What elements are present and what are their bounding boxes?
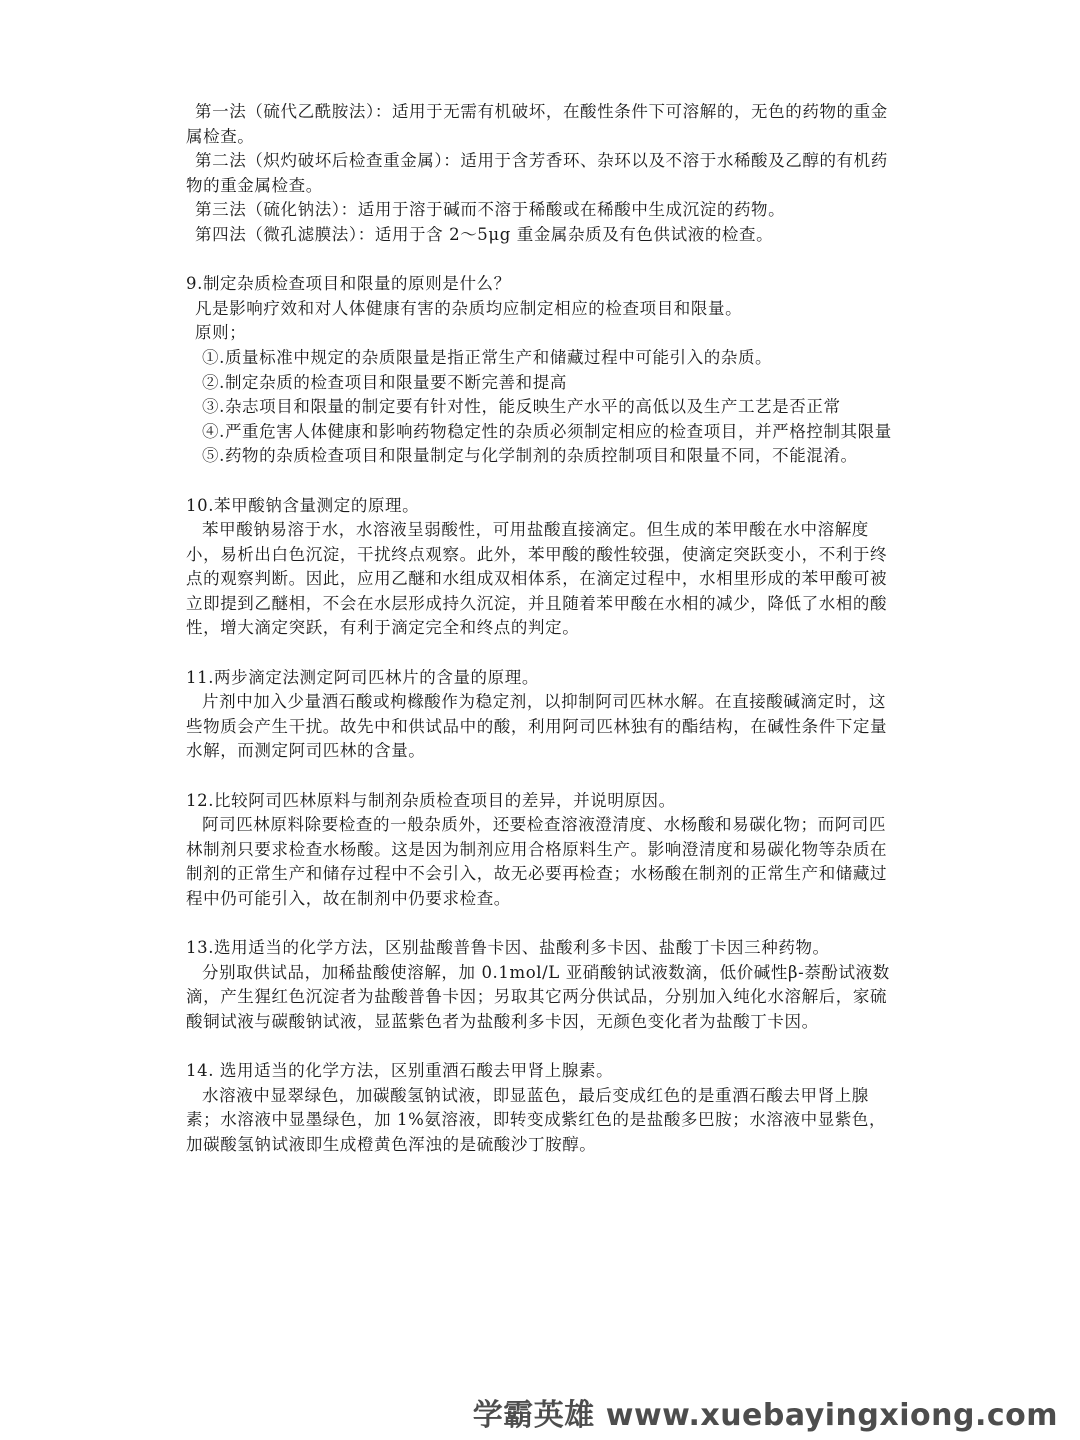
method-2-text: 第二法（炽灼破坏后检查重金属）：适用于含芳香环、杂环以及不溶于水稀酸及乙醇的有机药物的重金属检查。 [186, 151, 888, 195]
method-3-text: 第三法（硫化钠法）：适用于溶于碱而不溶于稀酸或在稀酸中生成沉淀的药物。 [195, 200, 786, 220]
q9-label: 原则； [195, 323, 247, 343]
document-body [186, 100, 896, 1158]
q10-body: 苯甲酸钠易溶于水，水溶液呈弱酸性，可用盐酸直接滴定。但生成的苯甲酸在水中溶解度小，易析出白色沉淀，干扰终点观察。此外，苯甲酸的酸性较强，使滴定突跃变小，不利于终点的观察判断。因此，应用乙醚和水组成双相体系，在滴定过程中，水相里形成的苯甲酸可被立即提到乙醚相，不会在水层形成持久沉淀，并且随着苯甲酸在水相的减少，降低了水相的酸性，增大滴定突跃，有利于滴定完全和终点的判定。 [186, 520, 888, 638]
q14-body: 水溶液中显翠绿色，加碳酸氢钠试液，即显蓝色，最后变成红色的是重酒石酸去甲肾上腺素；水溶液中显墨绿色，加 1%氨溶液，即转变成紫红色的是盐酸多巴胺；水溶液中显紫色，加碳酸氢钠试液即生成橙黄色浑浊的是硫酸沙丁胺醇。 [186, 1085, 887, 1154]
q9-point-3: ③.杂志项目和限量的制定要有针对性，能反映生产水平的高低以及生产工艺是否正常 [202, 397, 841, 417]
q13-body: 分别取供试品，加稀盐酸使溶解，加 0.1mol/L 亚硝酸钠试液数滴，低价碱性β-萘酚试液数滴，产生猩红色沉淀者为盐酸普鲁卡因；另取其它两分供试品，分别加入纯化水溶解后，家硫酸铜试液与碳酸钠试液，显蓝紫色者为盐酸利多卡因，无颜色变化者为盐酸丁卡因。 [186, 962, 890, 1031]
q12-title: 12.比较阿司匹林原料与制剂杂质检查项目的差异，并说明原因。 [186, 790, 676, 810]
q9-point-1: ①.质量标准中规定的杂质限量是指正常生产和储藏过程中可能引入的杂质。 [202, 347, 773, 367]
q9-lead: 凡是影响疗效和对人体健康有害的杂质均应制定相应的检查项目和限量。 [195, 298, 743, 318]
q9-title: 9.制定杂质检查项目和限量的原则是什么？ [186, 274, 511, 294]
q11-title: 11.两步滴定法测定阿司匹林片的含量的原理。 [186, 667, 539, 687]
q10-title: 10.苯甲酸钠含量测定的原理。 [186, 495, 420, 515]
q9-point-2: ②.制定杂质的检查项目和限量要不断完善和提高 [202, 372, 567, 392]
q13-title: 13.选用适当的化学方法，区别盐酸普鲁卡因、盐酸利多卡因、盐酸丁卡因三种药物。 [186, 938, 830, 958]
q9-point-4: ④.严重危害人体健康和影响药物稳定性的杂质必须制定相应的检查项目，并严格控制其限量 [202, 421, 892, 441]
q9-point-5: ⑤.药物的杂质检查项目和限量制定与化学制剂的杂质控制项目和限量不同，不能混淆。 [202, 446, 858, 466]
method-4-text: 第四法（微孔滤膜法）：适用于含 2～5μg 重金属杂质及有色供试液的检查。 [195, 224, 774, 244]
method-1-text: 第一法（硫代乙酰胺法）：适用于无需有机破坏，在酸性条件下可溶解的，无色的药物的重金属检查。 [186, 102, 888, 146]
q14-title: 14. 选用适当的化学方法，区别重酒石酸去甲肾上腺素。 [186, 1061, 614, 1081]
q11-body: 片剂中加入少量酒石酸或枸橼酸作为稳定剂，以抑制阿司匹林水解。在直接酸碱滴定时，这些物质会产生干扰。故先中和供试品中的酸，利用阿司匹林独有的酯结构，在碱性条件下定量水解，而测定阿司匹林的含量。 [186, 692, 888, 761]
q12-body: 阿司匹林原料除要检查的一般杂质外，还要检查溶液澄清度、水杨酸和易碳化物；而阿司匹林制剂只要求检查水杨酸。这是因为制剂应用合格原料生产。影响澄清度和易碳化物等杂质在制剂的正常生产和储存过程中不会引入，故无必要再检查；水杨酸在制剂的正常生产和储藏过程中仍可能引入，故在制剂中仍要求检查。 [186, 815, 888, 908]
site-watermark: 学霸英雄 www.xuebayingxiong.com [472, 1398, 1058, 1433]
